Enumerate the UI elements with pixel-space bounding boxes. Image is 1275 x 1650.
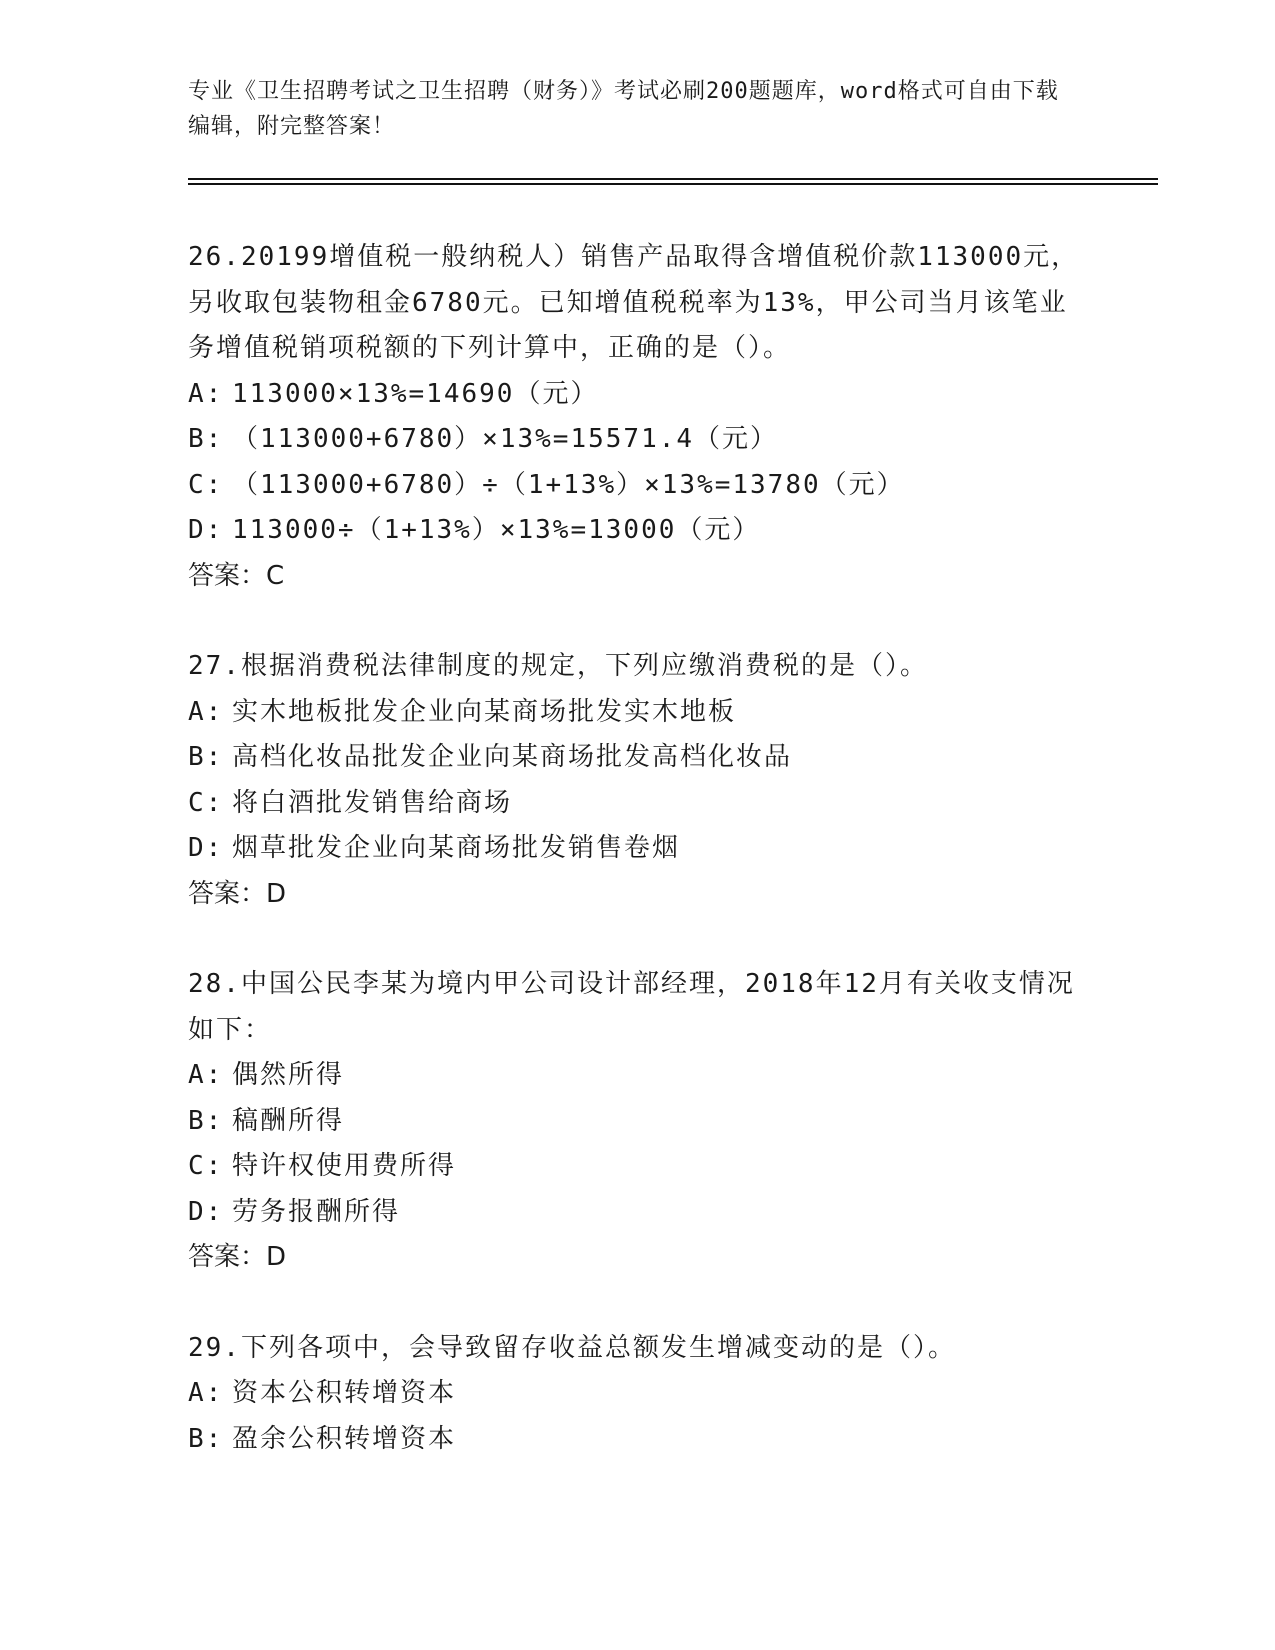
option-text: 盈余公积转增资本 xyxy=(232,1423,457,1454)
option-c xyxy=(188,1144,1088,1190)
option-text: 实木地板批发企业向某商场批发实木地板 xyxy=(232,696,737,727)
option-letter: D: xyxy=(188,1196,224,1227)
option-a xyxy=(188,372,1088,418)
option-text: （113000+6780）÷（1+13%）×13%=13780（元） xyxy=(232,469,905,500)
option-c xyxy=(188,781,1088,827)
option-text: 偶然所得 xyxy=(232,1060,345,1090)
question-stem: 27.根据消费税法律制度的规定，下列应缴消费税的是（）。 xyxy=(188,651,928,681)
option-text: 资本公积转增资本 xyxy=(232,1378,457,1408)
option-b xyxy=(188,735,1088,781)
option-text: 稿酬所得 xyxy=(232,1105,345,1136)
option-letter: A: xyxy=(188,378,224,409)
option-letter: B: xyxy=(188,1105,224,1136)
option-text: 特许权使用费所得 xyxy=(232,1151,457,1181)
option-letter: B: xyxy=(188,742,224,772)
option-d xyxy=(188,826,1088,872)
option-text: 将白酒批发销售给商场 xyxy=(232,787,513,818)
option-text: 高档化妆品批发企业向某商场批发高档化妆品 xyxy=(232,742,793,772)
document-header-intro: 专业《卫生招聘考试之卫生招聘（财务）》考试必刷200题题库，word格式可自由下载编辑，附完整答案！ xyxy=(188,79,1059,139)
option-b xyxy=(188,1099,1088,1145)
option-letter: B: xyxy=(188,1423,224,1454)
option-a xyxy=(188,1053,1088,1099)
option-letter: C: xyxy=(188,469,224,500)
option-b xyxy=(188,417,1088,463)
option-text: 113000×13%=14690（元） xyxy=(232,378,599,409)
answer-label: 答案：D xyxy=(188,1242,287,1272)
question-stem: 28.中国公民李某为境内甲公司设计部经理，2018年12月有关收支情况如下： xyxy=(188,969,1075,1045)
option-letter: B: xyxy=(188,424,224,454)
option-letter: A: xyxy=(188,1060,224,1090)
option-a xyxy=(188,690,1088,736)
question-list xyxy=(188,235,1088,1507)
option-text: （113000+6780）×13%=15571.4（元） xyxy=(232,424,779,454)
answer-label: 答案：D xyxy=(188,878,287,909)
question-29 xyxy=(188,1326,1088,1463)
question-stem: 29.下列各项中，会导致留存收益总额发生增减变动的是（）。 xyxy=(188,1332,956,1363)
header-divider-bottom xyxy=(188,183,1158,185)
option-letter: A: xyxy=(188,696,224,727)
option-a xyxy=(188,1371,1088,1417)
option-letter: D: xyxy=(188,833,224,863)
option-d xyxy=(188,508,1088,554)
option-text: 113000÷（1+13%）×13%=13000（元） xyxy=(232,515,761,545)
option-c xyxy=(188,463,1088,509)
option-text: 烟草批发企业向某商场批发销售卷烟 xyxy=(232,833,681,863)
question-27 xyxy=(188,644,1088,917)
question-28 xyxy=(188,962,1088,1281)
question-stem: 26.20199增值税一般纳税人）销售产品取得含增值税价款113000元，另收取包装物租金6780元。已知增值税税率为13%，甲公司当月该笔业务增值税销项税额的下列计算中，正确的是（）。 xyxy=(188,242,1080,363)
option-b xyxy=(188,1417,1088,1463)
option-text: 劳务报酬所得 xyxy=(232,1196,401,1227)
answer-label: 答案：C xyxy=(188,560,285,591)
option-letter: A: xyxy=(188,1378,224,1408)
option-letter: C: xyxy=(188,787,224,818)
option-d xyxy=(188,1190,1088,1236)
option-letter: D: xyxy=(188,515,224,545)
header-divider-top xyxy=(188,178,1158,180)
question-26 xyxy=(188,235,1088,599)
option-letter: C: xyxy=(188,1151,224,1181)
